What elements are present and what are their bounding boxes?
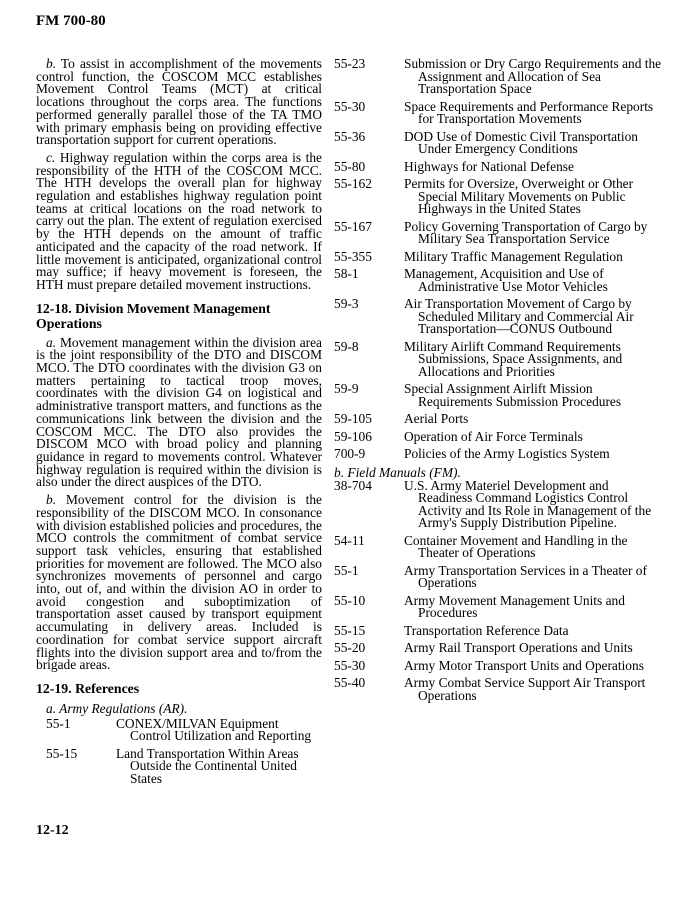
paragraph-18b: [36, 494, 322, 672]
page-number: 12-12: [36, 823, 69, 838]
reference-title: Highways for National Defense: [404, 158, 574, 174]
reference-number: 59-9: [334, 381, 359, 396]
reference-number: 55-10: [334, 592, 366, 608]
reference-item: [334, 562, 664, 590]
reference-item: [334, 128, 664, 156]
reference-title: Land Transportation Within Areas Outside the Continental United States: [116, 745, 299, 786]
reference-item: [334, 58, 664, 96]
reference-item: [36, 715, 322, 744]
reference-title: Management, Acquisition and Use of Administrative Use Motor Vehicles: [404, 266, 608, 294]
paragraph-label: a.: [46, 334, 57, 350]
paragraph-text: Highway regulation within the corps area is the responsibility of the HTH of the COSCOM MCC. The HTH develops the overall plan for highway regulation and establishes highway regulation point teams at critical locations on the road network to carry out the plan. The extent of regulation exercised by the HTH depends on the amount of traffic anticipated and the capacity of the road network. If little movement is anticipated, organizational control may suffice; if heavy movement is foreseen, the HTH must prepare detailed movement instructions.: [36, 149, 322, 292]
reference-title: Army Movement Management Units and Procedures: [404, 592, 625, 620]
reference-title: Transportation Reference Data: [404, 622, 569, 638]
reference-item: [334, 158, 664, 174]
paragraph-label: b.: [46, 56, 57, 71]
reference-number: 38-704: [334, 477, 372, 493]
reference-item: [334, 622, 664, 638]
right-column: [334, 58, 664, 707]
reference-number: 59-106: [334, 428, 372, 444]
reference-number: 55-162: [334, 176, 372, 191]
reference-title: Container Movement and Handling in the Theater of Operations: [404, 532, 628, 560]
reference-item: [334, 338, 664, 379]
reference-title: Army Motor Transport Units and Operations: [404, 657, 644, 673]
subsection-army-regulations: a. Army Regulations (AR).: [46, 700, 188, 716]
paragraph-b: [36, 58, 322, 147]
reference-number: 59-3: [334, 296, 359, 311]
reference-item: [334, 657, 664, 673]
paragraph-label: c.: [46, 149, 56, 165]
reference-title: U.S. Army Materiel Development and Readiness Command Logistics Control Activity and Its Role in Management of the Army's Supply Distribution Pipeline.: [404, 477, 652, 530]
reference-number: 700-9: [334, 446, 366, 461]
reference-item: [334, 218, 664, 246]
paragraph-c: [36, 149, 322, 292]
reference-number: 59-8: [334, 338, 359, 354]
reference-number: 54-11: [334, 532, 365, 548]
ar-reference-list: [334, 58, 664, 461]
reference-title: DOD Use of Domestic Civil Transportation Under Emergency Conditions: [404, 128, 638, 156]
reference-item: [334, 98, 664, 126]
reference-number: 55-15: [334, 622, 366, 638]
reference-item: [36, 745, 322, 786]
reference-item: [334, 592, 664, 620]
reference-number: 55-30: [334, 657, 366, 673]
reference-number: 55-36: [334, 128, 366, 144]
reference-item: [334, 677, 664, 702]
reference-item: [334, 448, 664, 461]
reference-title: Army Transportation Services in a Theater of Operations: [404, 562, 647, 590]
reference-item: [334, 532, 664, 560]
manual-code: FM 700-80: [36, 13, 106, 29]
reference-number: 55-15: [46, 745, 78, 761]
reference-number: 55-1: [334, 562, 359, 578]
reference-title: Policy Governing Transportation of Cargo by Military Sea Transportation Service: [404, 218, 648, 246]
reference-number: 55-40: [334, 675, 366, 690]
left-column: [36, 58, 322, 790]
paragraph-label: b.: [46, 492, 57, 508]
reference-title: Army Rail Transport Operations and Units: [404, 640, 633, 655]
reference-number: 55-355: [334, 248, 372, 264]
reference-title: Space Requirements and Performance Reports for Transportation Movements: [404, 98, 654, 126]
reference-title: Military Traffic Management Regulation: [404, 248, 623, 264]
reference-item: [334, 248, 664, 264]
reference-item: [334, 413, 664, 426]
reference-item: [334, 268, 664, 293]
paragraph-text: To assist in accomplishment of the movements control function, the COSCOM MCC establishes Movement Control Teams (MCT) at critical locations throughout the corps area. The functions performed generally parallel those of the TA TMO with primary emphasis being on providing effective transportation support for current operations.: [36, 56, 322, 148]
paragraph-text: Movement management within the division area is the joint responsibility of the DTO and DISCOM MCO. The DTO coordinates with the division G3 on matters pertaining to tactical troop moves, coordinates with the division G4 on logistical and administrative transport matters, and functions as the communications link between the division and the COSCOM MCC. The DTO also provides the DISCOM MCO with broad policy and planning guidance in regard to movements control. Whatever highway regulation is required within the division is also under the direct auspices of the DTO.: [36, 334, 322, 490]
reference-number: 59-105: [334, 411, 372, 426]
reference-number: 55-1: [46, 715, 71, 731]
reference-item: [334, 642, 664, 655]
reference-title: Operation of Air Force Terminals: [404, 428, 583, 444]
section-heading-12-18: 12-18. Division Movement Management Operations: [36, 300, 271, 331]
reference-number: 55-23: [334, 56, 366, 71]
reference-title: Policies of the Army Logistics System: [404, 446, 610, 461]
reference-item: [334, 428, 664, 444]
reference-title: Special Assignment Airlift Mission Requirements Submission Procedures: [404, 381, 622, 409]
paragraph-18a: [36, 334, 322, 490]
reference-item: [334, 298, 664, 336]
reference-item: [334, 477, 664, 530]
reference-item: [334, 178, 664, 216]
reference-number: 55-20: [334, 640, 366, 655]
reference-number: 58-1: [334, 266, 359, 281]
section-heading-12-19: 12-19. References: [36, 680, 140, 696]
reference-number: 55-80: [334, 158, 366, 174]
reference-title: Permits for Oversize, Overweight or Other Special Military Movements on Public Highways in the United States: [404, 176, 634, 216]
reference-number: 55-167: [334, 218, 372, 234]
reference-title: Military Airlift Command Requirements Submissions, Space Assignments, and Allocations and Priorities: [404, 338, 623, 379]
fm-reference-list: [334, 477, 664, 703]
reference-number: 55-30: [334, 98, 366, 114]
paragraph-text: Movement control for the division is the responsibility of the DISCOM MCO. In consonance with division established policies and procedures, the MCO controls the commitment of combat service support task vehicles, ensuring that established priorities for movement are followed. The MCO also synchronizes movements of personnel and cargo into, out of, and within the division AO in order to avoid congestion and suboptimization of transportation asset caused by transport equipment accumulating in delivery areas. Included is coordination for combat service support aircraft flights into the division support area and to/from the brigade areas.: [36, 492, 322, 673]
reference-title: Submission or Dry Cargo Requirements and the Assignment and Allocation of Sea Transportation Space: [404, 56, 662, 96]
reference-title: CONEX/MILVAN Equipment Control Utilization and Reporting: [116, 715, 312, 744]
subsection-field-manuals: b. Field Manuals (FM).: [334, 464, 461, 480]
reference-item: [334, 383, 664, 408]
reference-title: Army Combat Service Support Air Transport Operations: [404, 675, 646, 703]
reference-title: Aerial Ports: [404, 411, 469, 426]
reference-title: Air Transportation Movement of Cargo by Scheduled Military and Commercial Air Transportation—CONUS Outbound: [404, 296, 634, 336]
